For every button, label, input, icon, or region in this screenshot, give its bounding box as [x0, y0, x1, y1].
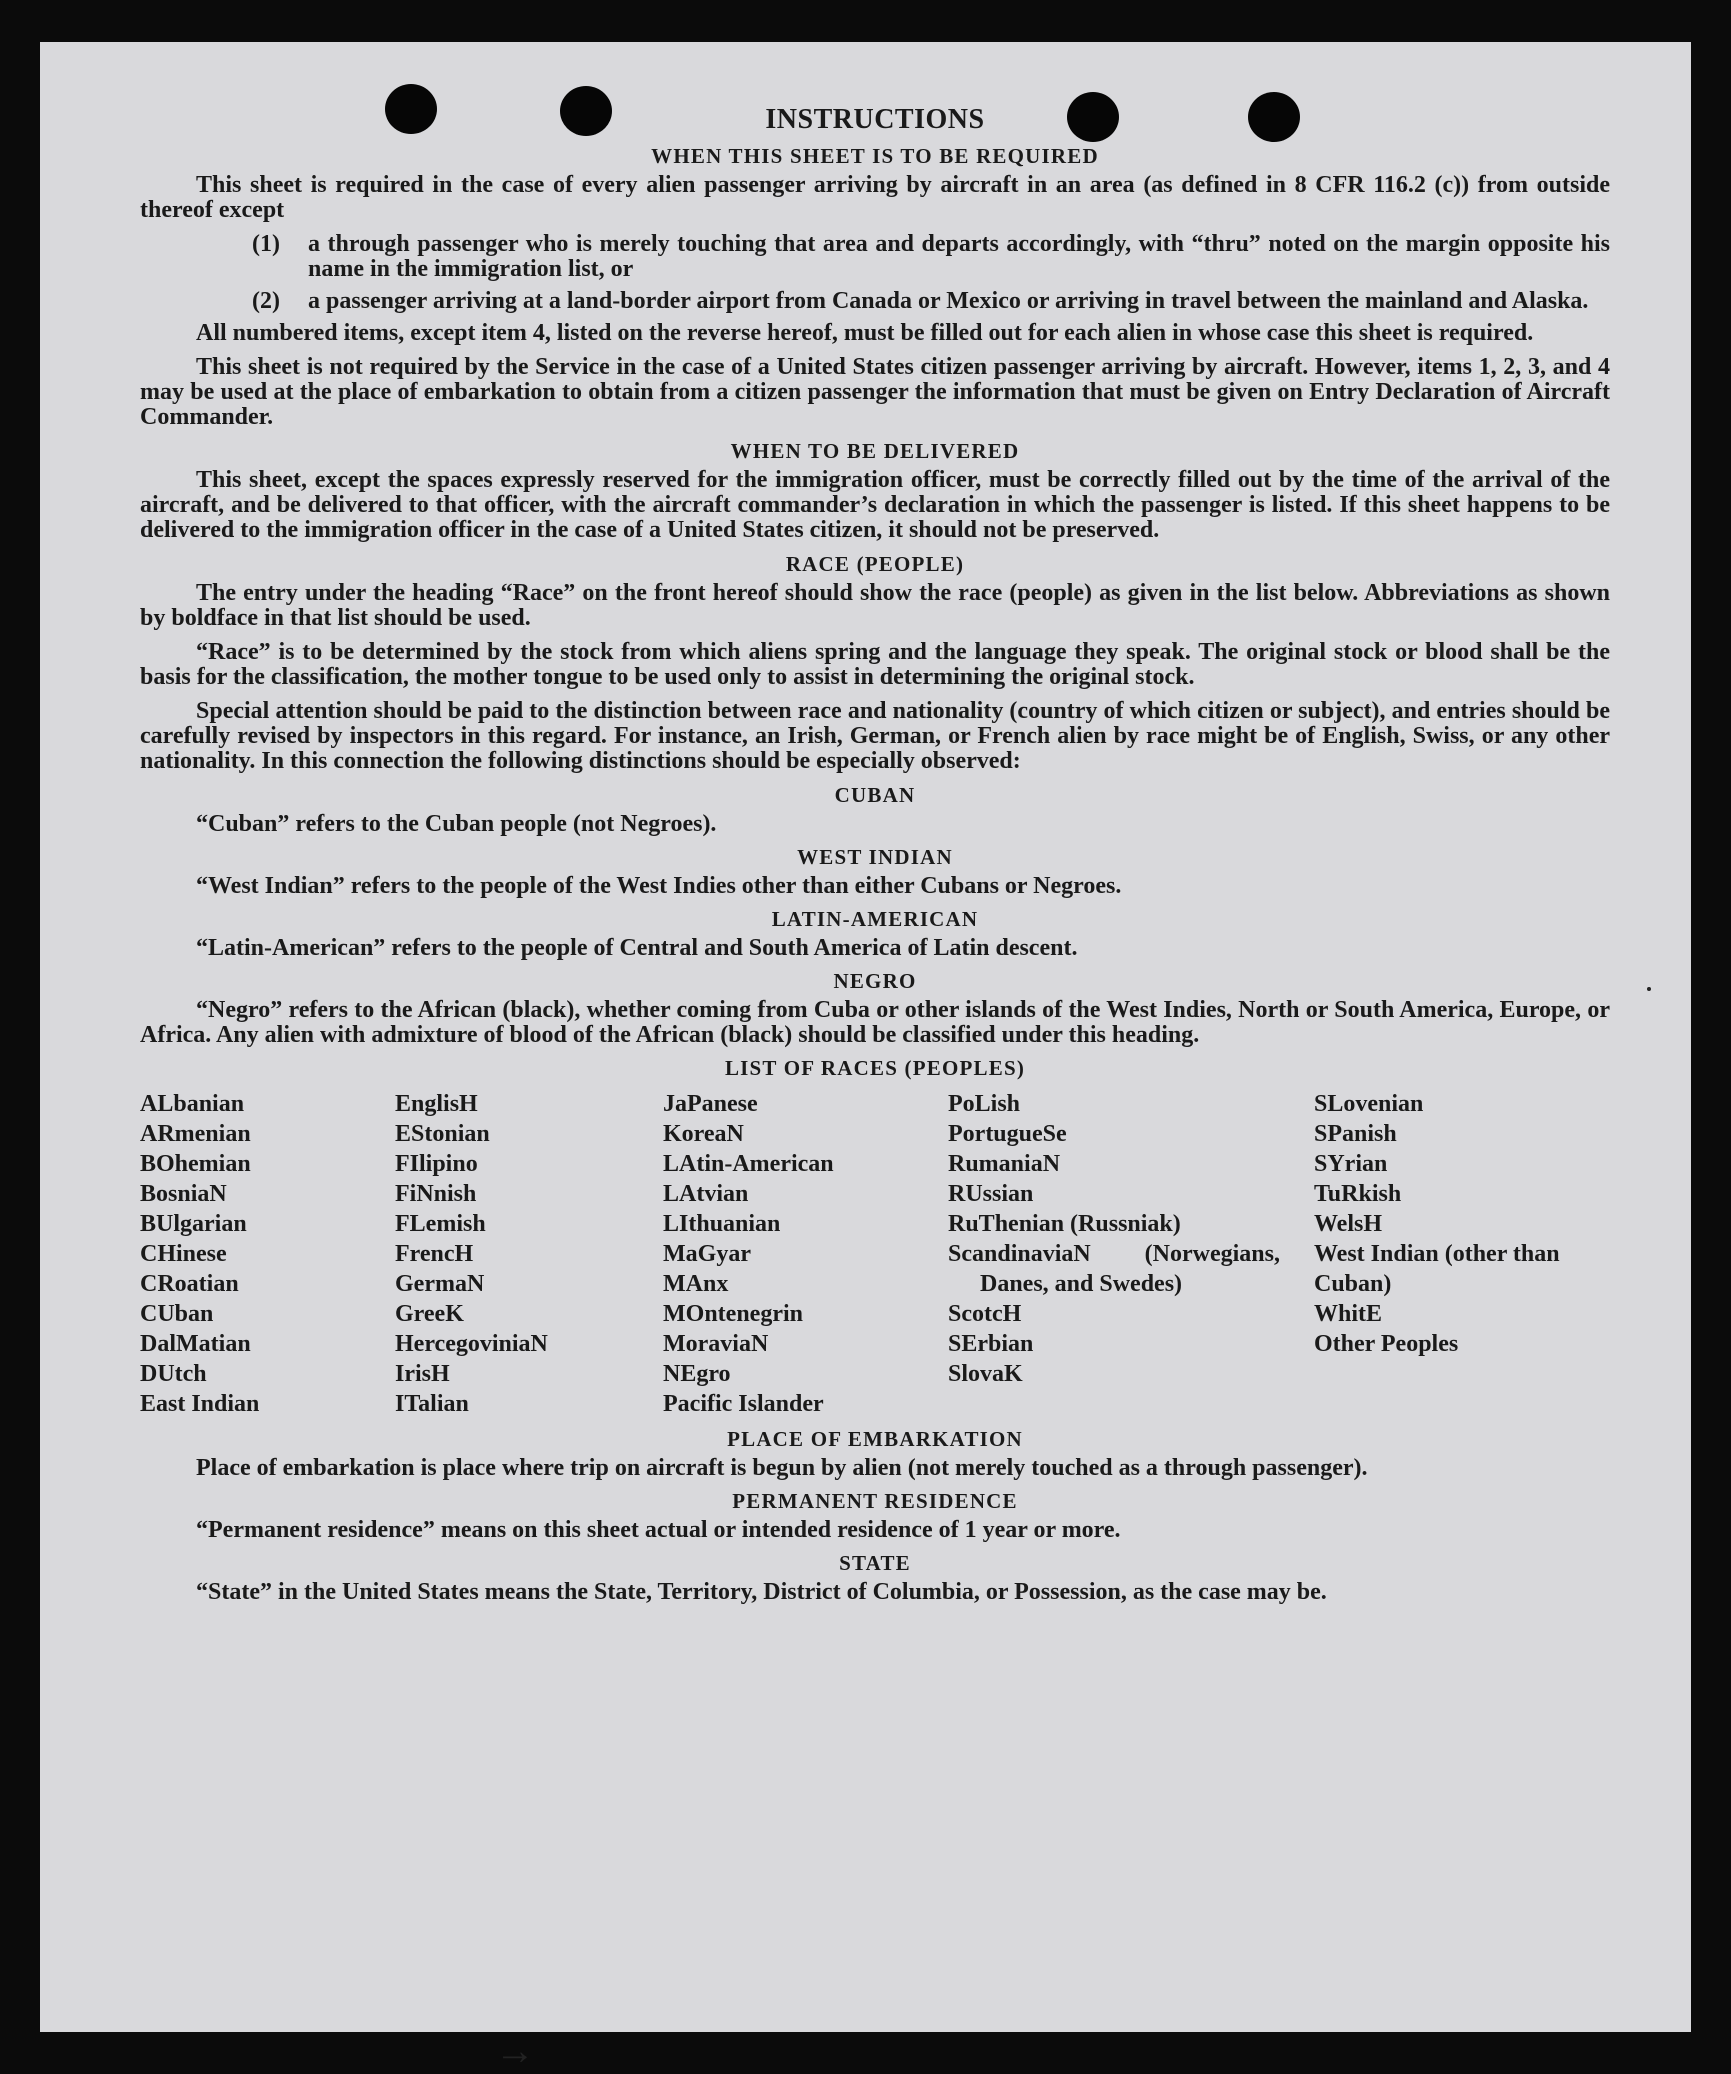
- paragraph: “Permanent residence” means on this sheet actual or intended residence of 1 year or more.: [196, 1517, 1121, 1543]
- race-entry: PoLish: [948, 1091, 1021, 1117]
- race-entry: West Indian (other than Cuban): [1314, 1241, 1560, 1297]
- race-entry: ScandinaviaN (Norwegians, Danes, and Swedes): [948, 1241, 1280, 1297]
- race-entry: FLemish: [395, 1211, 486, 1237]
- races-column: [140, 1089, 395, 1419]
- paragraph: “West Indian” refers to the people of the West Indies other than either Cubans or Negroes.: [196, 873, 1122, 899]
- race-entry: RuThenian (Russniak): [948, 1211, 1181, 1237]
- race-entry: RumaniaN: [948, 1151, 1061, 1177]
- race-entry: BOhemian: [140, 1151, 251, 1177]
- race-entry: Pacific Islander: [663, 1391, 824, 1417]
- races-list: [140, 1089, 1610, 1419]
- race-entry: MOntenegrin: [663, 1301, 803, 1327]
- race-entry: LAtvian: [663, 1181, 749, 1207]
- section-heading-west-indian: WEST INDIAN: [797, 845, 953, 869]
- race-entry: ScotcH: [948, 1301, 1022, 1327]
- section-heading-embarkation: PLACE OF EMBARKATION: [727, 1427, 1023, 1451]
- race-entry: LAtin-American: [663, 1151, 834, 1177]
- race-entry: Other Peoples: [1314, 1331, 1459, 1357]
- race-entry: EnglisH: [395, 1091, 478, 1117]
- race-entry: FiNnish: [395, 1181, 477, 1207]
- section-heading-latin-american: LATIN-AMERICAN: [771, 907, 979, 931]
- race-entry: MoraviaN: [663, 1331, 769, 1357]
- paragraph: “Latin-American” refers to the people of Central and South America of Latin descent.: [196, 935, 1078, 961]
- race-entry: WelsH: [1314, 1211, 1383, 1237]
- race-entry: ALbanian: [140, 1091, 245, 1117]
- races-column: [1314, 1089, 1610, 1419]
- item-text: a through passenger who is merely touching that area and departs accordingly, with “thru” noted on the margin opposite his name in the immigration list, or: [308, 231, 1610, 282]
- race-entry: DalMatian: [140, 1331, 251, 1357]
- race-entry: SlovaK: [948, 1361, 1023, 1387]
- section-heading-cuban: CUBAN: [834, 783, 916, 807]
- paragraph: “Cuban” refers to the Cuban people (not Negroes).: [196, 811, 717, 837]
- race-entry: CRoatian: [140, 1271, 239, 1297]
- paragraph: Special attention should be paid to the distinction between race and nationality (country of which citizen or subject), and entries should be carefully revised by inspectors in this regard. For instance, an Irish, German, or French alien by race might be of English, Swiss, or any other nationality. In this connection the following distinctions should be especially observed:: [140, 698, 1610, 774]
- paragraph: The entry under the heading “Race” on the front hereof should show the race (people) as given in the list below. Abbreviations as shown by boldface in that list should be used.: [140, 580, 1610, 631]
- race-entry: LIthuanian: [663, 1211, 781, 1237]
- race-entry: WhitE: [1314, 1301, 1383, 1327]
- race-entry: EStonian: [395, 1121, 490, 1147]
- section-heading-list-of-races: LIST OF RACES (PEOPLES): [724, 1056, 1026, 1080]
- paragraph: All numbered items, except item 4, listed on the reverse hereof, must be filled out for each alien in whose case this sheet is required.: [196, 320, 1534, 346]
- section-heading-state: STATE: [839, 1551, 911, 1575]
- race-entry: ITalian: [395, 1391, 469, 1417]
- paragraph: “State” in the United States means the State, Territory, District of Columbia, or Possession, as the case may be.: [196, 1579, 1327, 1605]
- race-entry: MaGyar: [663, 1241, 751, 1267]
- section-heading-race: RACE (PEOPLE): [785, 552, 965, 576]
- races-column: [395, 1089, 663, 1419]
- race-entry: FrencH: [395, 1241, 474, 1267]
- race-entry: NEgro: [663, 1361, 731, 1387]
- race-entry: ARmenian: [140, 1121, 251, 1147]
- race-entry: IrisH: [395, 1361, 450, 1387]
- race-entry: BUlgarian: [140, 1211, 247, 1237]
- race-entry: GermaN: [395, 1271, 485, 1297]
- race-entry: HercegoviniaN: [395, 1331, 548, 1357]
- race-entry: CUban: [140, 1301, 214, 1327]
- paragraph: Place of embarkation is place where trip on aircraft is begun by alien (not merely touched as a through passenger).: [196, 1455, 1368, 1481]
- race-entry: FIlipino: [395, 1151, 478, 1177]
- list-item: [252, 232, 1610, 282]
- item-number: (2): [252, 288, 280, 314]
- race-entry: TuRkish: [1314, 1181, 1402, 1207]
- race-entry: KoreaN: [663, 1121, 744, 1147]
- item-number: (1): [252, 231, 280, 257]
- race-entry: SPanish: [1314, 1121, 1397, 1147]
- race-entry: BosniaN: [140, 1181, 227, 1207]
- race-entry: DUtch: [140, 1361, 207, 1387]
- paragraph: This sheet, except the spaces expressly reserved for the immigration officer, must be correctly filled out by the time of the arrival of the aircraft, and be delivered to that officer, with the aircraft commander’s declaration in which the passenger is listed. If this sheet happens to be delivered to the immigration officer in the case of a United States citizen, it should not be preserved.: [140, 467, 1610, 543]
- page-title: INSTRUCTIONS: [765, 104, 985, 135]
- section-heading-negro: NEGRO: [833, 969, 917, 993]
- race-entry: SErbian: [948, 1331, 1034, 1357]
- races-column: [663, 1089, 948, 1419]
- instructions-content: [140, 104, 1610, 1613]
- section-heading-when-delivered: WHEN TO BE DELIVERED: [730, 439, 1020, 463]
- race-entry: CHinese: [140, 1241, 227, 1267]
- paragraph: “Race” is to be determined by the stock from which aliens spring and the language they speak. The original stock or blood shall be the basis for the classification, the mother tongue to be used only to assist in determining the original stock.: [140, 639, 1610, 690]
- document-sheet: [40, 42, 1691, 2073]
- paragraph: This sheet is not required by the Service in the case of a United States citizen passenger arriving by aircraft. However, items 1, 2, 3, and 4 may be used at the place of embarkation to obtain from a citizen passenger the information that must be given on Entry Declaration of Aircraft Commander.: [140, 354, 1610, 430]
- race-entry: SYrian: [1314, 1151, 1388, 1177]
- paragraph: “Negro” refers to the African (black), whether coming from Cuba or other islands of the West Indies, North or South America, Europe, or Africa. Any alien with admixture of blood of the African (black) should be classified under this heading.: [140, 997, 1610, 1048]
- paragraph: This sheet is required in the case of every alien passenger arriving by aircraft in an area (as defined in 8 CFR 116.2 (c)) from outside thereof except: [140, 172, 1610, 223]
- race-entry: MAnx: [663, 1271, 729, 1297]
- race-entry: RUssian: [948, 1181, 1034, 1207]
- list-item: [252, 289, 1610, 314]
- race-entry: GreeK: [395, 1301, 464, 1327]
- race-entry: East Indian: [140, 1391, 260, 1417]
- ink-mark: →: [495, 2028, 535, 2073]
- section-heading-when-required: WHEN THIS SHEET IS TO BE REQUIRED: [651, 144, 1099, 168]
- section-heading-residence: PERMANENT RESIDENCE: [732, 1489, 1018, 1513]
- race-entry: SLovenian: [1314, 1091, 1424, 1117]
- race-entry: JaPanese: [663, 1091, 758, 1117]
- race-entry: PortugueSe: [948, 1121, 1067, 1147]
- dust-speck: [1647, 987, 1651, 991]
- races-column: [948, 1089, 1314, 1419]
- item-text: a passenger arriving at a land-border airport from Canada or Mexico or arriving in travel between the mainland and Alaska.: [308, 288, 1589, 314]
